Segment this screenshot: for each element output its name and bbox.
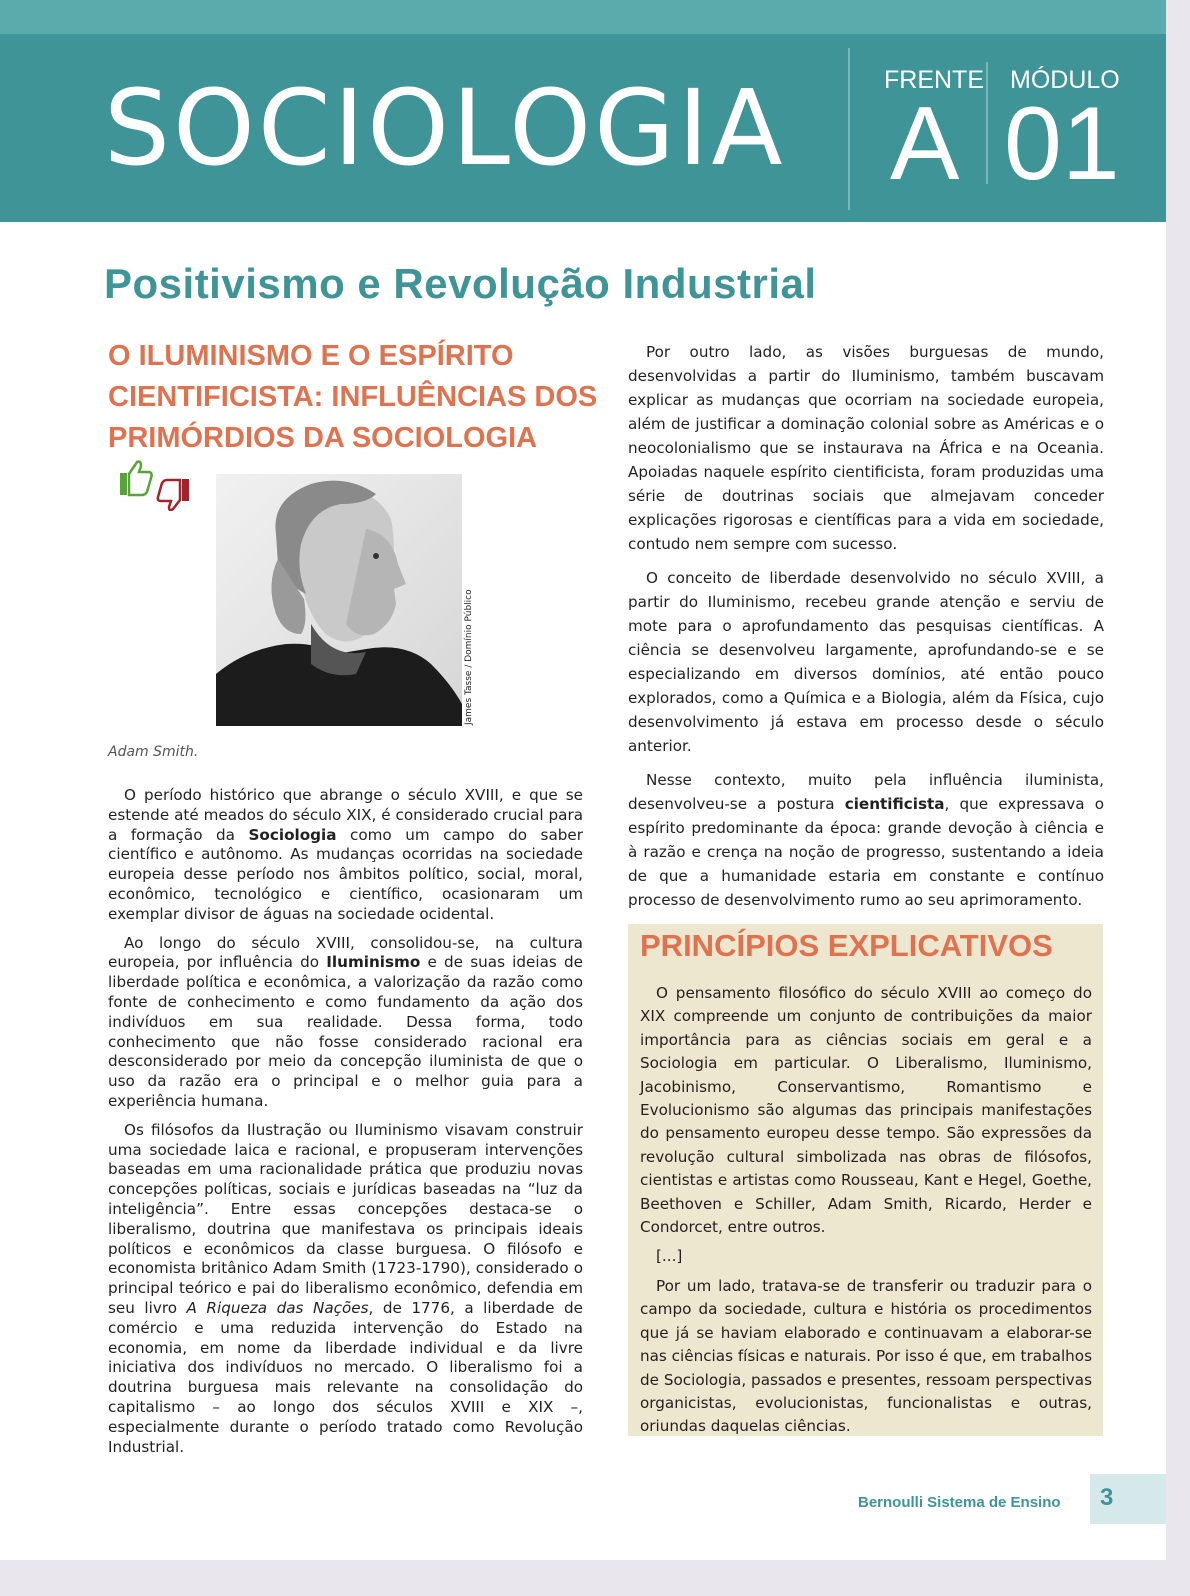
portrait-image <box>216 474 462 726</box>
ellipsis: [...] <box>656 1247 683 1266</box>
publisher-name: Bernoulli Sistema de Ensino <box>858 1494 1061 1511</box>
paragraph <box>628 768 1104 912</box>
paragraph: O conceito de liberdade desenvolvido no século XVIII, a partir do Iluminismo, recebeu grande atenção e serviu de mote para o aprofundamento das pesquisas científicas. A ciência se desenvolveu largamente, aprofundando-se e se especializando em diversos domínios, até então pouco explorados, como a Química e a Biologia, além da Física, cujo desenvolvimento já estava em processo desde o século anterior. <box>628 569 1104 755</box>
paragraph <box>108 786 583 925</box>
modulo-value: 01 <box>1004 86 1120 202</box>
bold-term: Sociologia <box>248 825 337 844</box>
frente-label: FRENTE <box>884 66 984 94</box>
left-column <box>108 786 583 1466</box>
text-span: e de suas ideias de liberdade política e econômica, a valorização da razão como fonte de conhecimento e como fundamento da ação dos indivíduos em sua realidade. Dessa forma, todo conhecimento que não fosse considerado racional era desconsiderado por meio da concepção iluminista de que o uso da razão era o principal e o melhor guia para a experiência humana. <box>108 953 583 1110</box>
text-span: como um campo do saber científico e autônomo. As mudanças ocorridas na sociedade europeia desse período nos âmbitos político, social, moral, econômico, tecnológico e científico, ocasionaram um exemplar divisor de águas na sociedade ocidental. <box>108 825 583 923</box>
header-top-stripe <box>0 0 1166 34</box>
text-span: Ao longo do século XVIII, consolidou-se, na cultura europeia, por influência do <box>108 933 583 972</box>
image-credit: James Tasse / Domínio Público <box>464 589 474 725</box>
paragraph: Por outro lado, as visões burguesas de mundo, desenvolvidas a partir do Iluminismo, também buscavam explicar as mudanças que ocorriam na sociedade europeia, além de justificar a dominação colonial sobre as Américas e o neocolonialismo que se instaurava na África e na Oceania. Apoiadas naquele espírito cientificista, foram produzidas uma série de doutrinas sociais que almejavam conceder explicações rigorosas e científicas para a vida em sociedade, contudo nem sempre com sucesso. <box>628 343 1104 553</box>
quote-box <box>628 924 1103 1436</box>
page-edge <box>1166 0 1190 1596</box>
text-span: O período histórico que abrange o século XVIII, e que se estende até meados do século XIX, é considerado crucial para a formação da <box>108 786 583 844</box>
page-title: Positivismo e Revolução Industrial <box>104 260 817 307</box>
header-divider <box>986 62 988 184</box>
book-title: A Riqueza das Nações <box>186 1298 369 1317</box>
page-edge <box>0 1560 1190 1596</box>
text-span: Nesse contexto, muito pela influência iluminista, desenvolveu-se a postura <box>628 771 1104 813</box>
paragraph: O pensamento filosófico do século XVIII ao começo do XIX compreende um conjunto de contribuições da maior importância para as ciências sociais em geral e a Sociologia em particular. O Liberalismo, Iluminismo, Jacobinismo, Conservantismo, Romantismo e Evolucionismo são algumas das principais manifestações do pensamento europeu desse tempo. São expressões da revolução cultural simbolizada nas obras de filósofos, cientistas e artistas como Rousseau, Kant e Hegel, Goethe, Beethoven e Schiller, Adam Smith, Ricardo, Herder e Condorcet, entre outros. <box>640 984 1092 1237</box>
image-caption: Adam Smith. <box>108 744 199 760</box>
right-column <box>628 340 1104 922</box>
page-number: 3 <box>1100 1484 1114 1511</box>
page-number-box <box>1090 1474 1166 1524</box>
thumbs-up-down-icon <box>118 459 190 523</box>
frente-value: A <box>890 86 960 202</box>
header-divider <box>848 48 850 210</box>
modulo-label: MÓDULO <box>1010 66 1120 94</box>
bold-term: Iluminismo <box>326 953 421 972</box>
text-span: , que expressava o espírito predominante da época: grande devoção à ciência e à razão e crença na noção de progresso, sustentando a ideia de que a humanidade estaria em constante e contínuo processo de desenvolvimento rumo ao seu aprimoramento. <box>628 795 1104 909</box>
paragraph: Por um lado, tratava-se de transferir ou traduzir para o campo da sociedade, cultura e história os procedimentos que já se haviam elaborado e continuavam a elaborar-se nas ciências físicas e naturais. Por isso é que, em trabalhos de Sociologia, passados e presentes, ressoam perspectivas organicistas, evolucionistas, funcionalistas e outras, oriundas daquelas ciências. <box>640 1276 1092 1436</box>
bold-term: cientificista <box>844 795 945 813</box>
section-heading-text: O ILUMINISMO E O ESPÍRITO CIENTIFICISTA: INFLUÊNCIAS DOS PRIMÓRDIOS DA SOCIOLOGIA <box>108 340 598 454</box>
quote-box-body <box>640 982 1092 1445</box>
subject-title: SOCIOLOGIA <box>104 67 786 189</box>
text-span: , de 1776, a liberdade de comércio e uma reduzida intervenção do Estado na economia, em nome da liberdade individual e da livre iniciativa dos indivíduos no mercado. O liberalismo foi a doutrina burguesa mais relevante na consolidação do capitalismo – ao longo dos séculos XVIII e XIX –, especialmente durante o período tratado como Revolução Industrial. <box>108 1298 583 1456</box>
quote-box-heading: PRINCÍPIOS EXPLICATIVOS <box>640 928 1053 963</box>
paragraph <box>108 934 583 1112</box>
paragraph <box>108 1121 583 1458</box>
text-span: Os filósofos da Ilustração ou Iluminismo visavam construir uma sociedade laica e racional, e propuseram intervenções baseadas em uma racionalidade prática que produziu novas concepções políticas, sociais e jurídicas baseadas na “luz da inteligência”. Entre essas concepções destaca-se o liberalismo, doutrina que manifestava os principais ideais políticos e econômicos da classe burguesa. O filósofo e economista britânico Adam Smith (1723-1790), considerado o principal teórico e pai do liberalismo econômico, defendia em seu livro <box>108 1120 583 1317</box>
